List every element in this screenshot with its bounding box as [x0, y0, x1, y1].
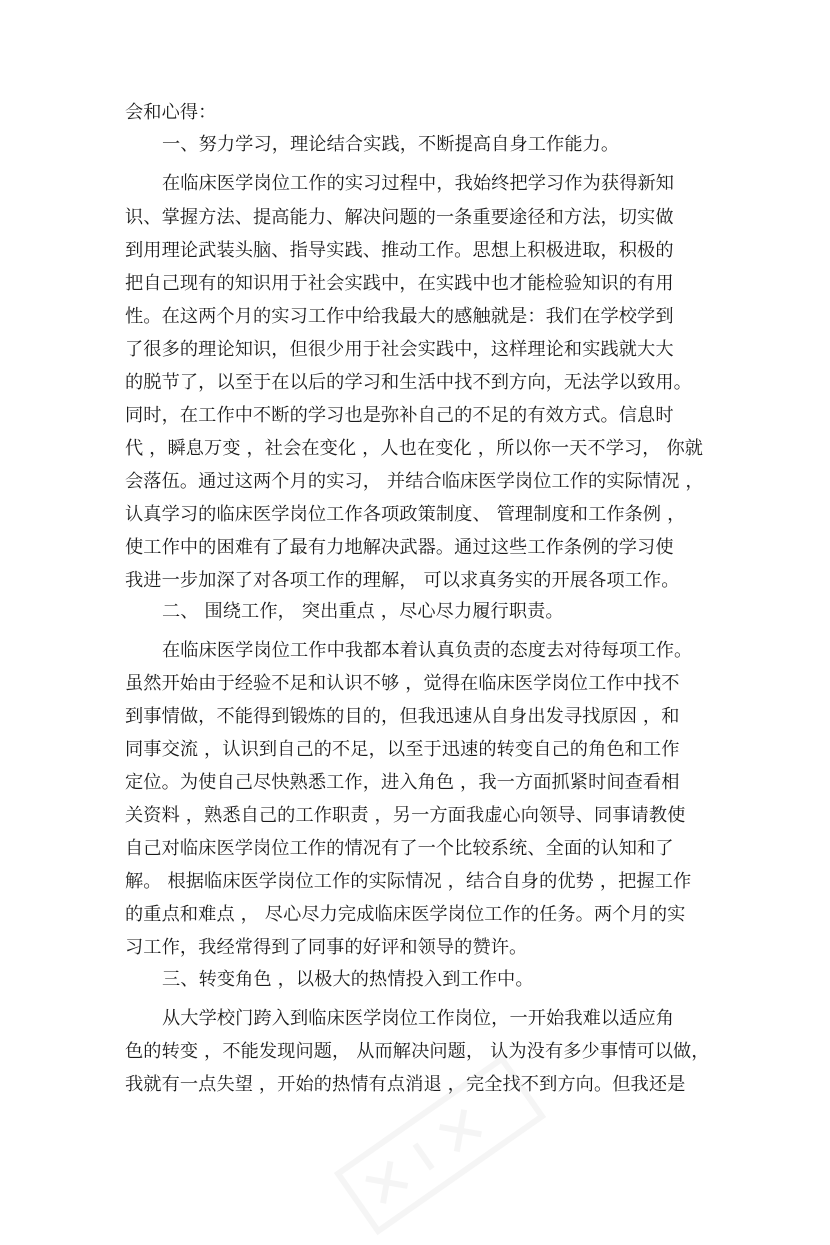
text-line: 代 ，瞬息万变 ，社会在变化 ，人也在变化 ，所以你一天不学习， 你就	[125, 438, 704, 459]
section-heading: 一、努力学习，理论结合实践，不断提高自身工作能力。	[162, 134, 620, 155]
section-heading: 二、 围绕工作， 突出重点 ，尽心尽力履行职责。	[162, 601, 564, 622]
text-line: 到事情做，不能得到锻炼的目的，但我迅速从自身出发寻找原因 ，和	[125, 706, 680, 727]
text-line: 在临床医学岗位工作的实习过程中，我始终把学习作为获得新知	[162, 173, 675, 194]
text-line: 在临床医学岗位工作中我都本着认真负责的态度去对待每项工作。	[162, 640, 693, 661]
text-line: 虽然开始由于经验不足和认识不够 ，觉得在临床医学岗位工作中找不	[125, 673, 680, 694]
text-line: 同事交流 ，认识到自己的不足，以至于迅速的转变自己的角色和工作	[125, 739, 680, 760]
text-line: 到用理论武装头脑、指导实践、推动工作。思想上积极进取，积极的	[125, 240, 674, 261]
text-line: 会和心得：	[125, 102, 217, 123]
text-line: 色的转变 ，不能发现问题， 从而解决问题， 认为没有多少事情可以做，	[125, 1041, 710, 1062]
text-line: 自己对临床医学岗位工作的情况有了一个比较系统、全面的认知和了	[125, 838, 674, 859]
text-line: 识、掌握方法、提高能力、解决问题的一条重要途径和方法，切实做	[125, 207, 674, 228]
text-line: 了很多的理论知识，但很少用于社会实践中，这样理论和实践就大大	[125, 339, 674, 360]
text-line: 使工作中的困难有了最有力地解决武器。通过这些工作条例的学习使	[125, 537, 674, 558]
text-line: 解。 根据临床医学岗位工作的实际情况 ，结合自身的优势 ，把握工作	[125, 871, 692, 892]
section-heading: 三、转变角色 ，以极大的热情投入到工作中。	[162, 969, 534, 990]
text-line: 从大学校门跨入到临床医学岗位工作岗位，一开始我难以适应角	[162, 1008, 675, 1029]
text-line: 我进一步加深了对各项工作的理解， 可以求真务实的开展各项工作。	[125, 570, 680, 591]
text-line: 认真学习的临床医学岗位工作各项政策制度、 管理制度和工作条例 ，	[125, 504, 686, 525]
text-line: 的重点和难点 ， 尽心尽力完成临床医学岗位工作的任务。两个月的实	[125, 904, 686, 925]
text-line: 的脱节了，以至于在以后的学习和生活中找不到方向，无法学以致用。	[125, 372, 692, 393]
text-line: 我就有一点失望 ，开始的热情有点消退 ，完全找不到方向。但我还是	[125, 1074, 686, 1095]
text-line: 关资料 ，熟悉自己的工作职责 ，另一方面我虚心向领导、同事请教使	[125, 805, 686, 826]
text-line: 性。在这两个月的实习工作中给我最大的感触就是：我们在学校学到	[125, 306, 674, 327]
text-line: 习工作，我经常得到了同事的好评和领导的赞许。	[125, 937, 528, 958]
text-line: 会落伍。通过这两个月的实习， 并结合临床医学岗位工作的实际情况 ，	[125, 471, 704, 492]
text-line: 同时，在工作中不断的学习也是弥补自己的不足的有效方式。信息时	[125, 405, 674, 426]
text-line: 定位。为使自己尽快熟悉工作，进入角色 ，我一方面抓紧时间查看相	[125, 772, 680, 793]
text-line: 把自己现有的知识用于社会实践中，在实践中也才能检验知识的有用	[125, 273, 674, 294]
